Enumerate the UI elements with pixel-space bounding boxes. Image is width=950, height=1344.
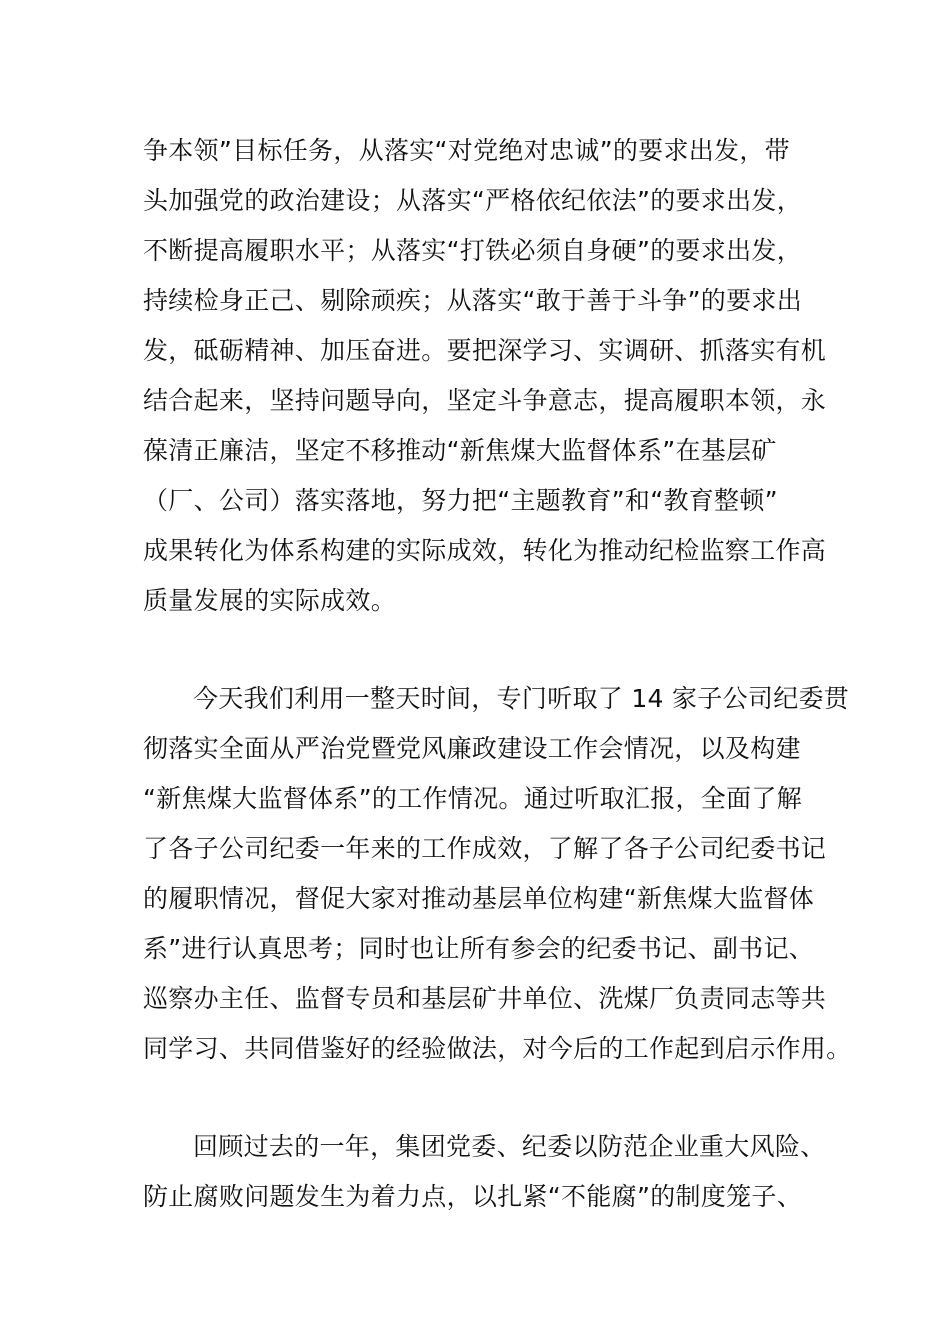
- paragraph-line: 持续检身正己、剔除顽疾；从落实“敢于善于斗争”的要求出: [143, 286, 803, 315]
- paragraph-line: 防止腐败问题发生为着力点，以扎紧“不能腐”的制度笼子、: [143, 1182, 803, 1211]
- paragraph-line: 结合起来，坚持问题导向，坚定斗争意志，提高履职本领，永: [143, 386, 827, 415]
- paragraph-line: “新焦煤大监督体系”的工作情况。通过听取汇报，全面了解: [143, 784, 803, 813]
- paragraph-line: 发，砥砺精神、加压奋进。要把深学习、实调研、抓落实有机: [143, 336, 827, 365]
- paragraph-line: 质量发展的实际成效。: [143, 586, 397, 615]
- paragraph-line: 巡察办主任、监督专员和基层矿井单位、洗煤厂负责同志等共: [143, 984, 827, 1013]
- paragraph-line: 今天我们利用一整天时间，专门听取了 14 家子公司纪委贯: [193, 684, 850, 713]
- paragraph-line: 彻落实全面从严治党暨党风廉政建设工作会情况，以及构建: [143, 734, 801, 763]
- paragraph-line: 不断提高履职水平；从落实“打铁必须自身硬”的要求出发，: [143, 236, 803, 265]
- paragraph-line: 头加强党的政治建设；从落实“严格依纪依法”的要求出发，: [143, 186, 803, 215]
- paragraph-line: 葆清正廉洁，坚定不移推动“新焦煤大监督体系”在基层矿: [143, 436, 777, 465]
- paragraph-line: （厂、公司）落实落地，努力把“主题教育”和“教育整顿”: [143, 486, 778, 515]
- paragraph-line: 的履职情况，督促大家对推动基层单位构建“新焦煤大监督体: [143, 884, 815, 913]
- paragraph-line: 成果转化为体系构建的实际成效，转化为推动纪检监察工作高: [143, 536, 827, 565]
- paragraph-line: 了各子公司纪委一年来的工作成效，了解了各子公司纪委书记: [143, 834, 827, 863]
- paragraph-line: 回顾过去的一年，集团党委、纪委以防范企业重大风险、: [193, 1132, 826, 1161]
- paragraph-line: 系”进行认真思考；同时也让所有参会的纪委书记、副书记、: [143, 934, 815, 963]
- paragraph-line: 同学习、共同借鉴好的经验做法，对今后的工作起到启示作用。: [143, 1034, 852, 1063]
- paragraph-line: 争本领”目标任务，从落实“对党绝对忠诚”的要求出发，带: [143, 136, 790, 165]
